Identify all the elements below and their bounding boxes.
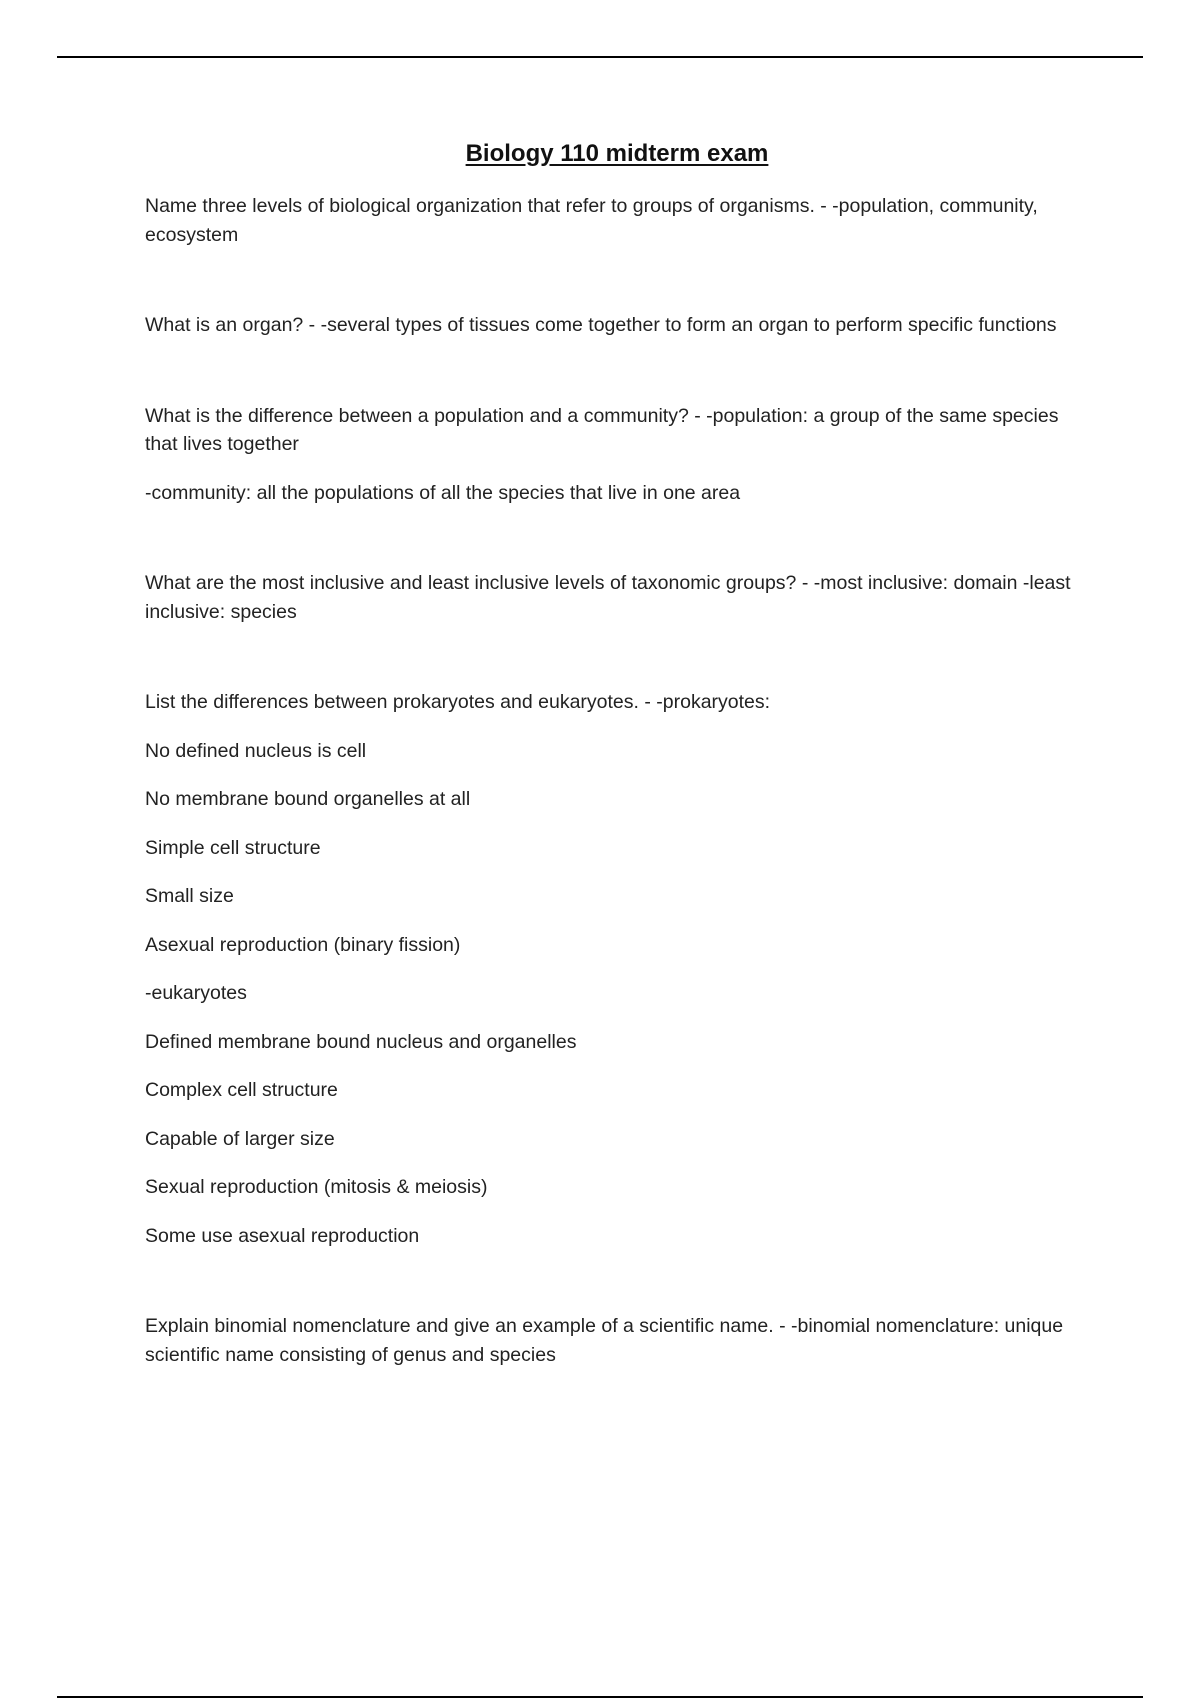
qa-item: [145, 1312, 1085, 1369]
qa-item: [145, 311, 1085, 340]
qa-item: [145, 569, 1085, 626]
document-body: [145, 192, 1085, 1369]
qa-item: [145, 688, 1085, 1250]
paragraph: No membrane bound organelles at all: [145, 788, 471, 810]
bottom-rule: [57, 1696, 1143, 1698]
page-title: Biology 110 midterm exam: [465, 140, 769, 167]
paragraph: Sexual reproduction (mitosis & meiosis): [145, 1176, 488, 1198]
paragraph: What is an organ? - -several types of tissues come together to form an organ to perform specific functions: [145, 314, 1057, 336]
paragraph: Some use asexual reproduction: [145, 1224, 420, 1247]
paragraph: Name three levels of biological organization that refer to groups of organisms. - -population, community, ecosystem: [145, 195, 1038, 246]
qa-item: [145, 402, 1085, 508]
top-rule: [57, 56, 1143, 58]
paragraph: Defined membrane bound nucleus and organelles: [145, 1030, 577, 1053]
paragraph: Explain binomial nomenclature and give an example of a scientific name. - -binomial nomenclature: unique scientific name consisting of genus and species: [145, 1315, 1064, 1366]
paragraph: Capable of larger size: [145, 1127, 335, 1150]
paragraph: List the differences between prokaryotes and eukaryotes. - -prokaryotes:: [145, 691, 771, 713]
paragraph: Asexual reproduction (binary fission): [145, 933, 461, 956]
paragraph: What are the most inclusive and least inclusive levels of taxonomic groups? - -most inclusive: domain -least inclusive: species: [145, 572, 1071, 623]
paragraph: No defined nucleus is cell: [145, 739, 367, 762]
paragraph: What is the difference between a population and a community? - -population: a group of the same species that lives together: [145, 404, 1059, 455]
qa-item: [145, 192, 1085, 249]
paragraph: Simple cell structure: [145, 836, 321, 859]
paragraph: Small size: [145, 885, 234, 907]
paragraph: -eukaryotes: [145, 982, 247, 1004]
paragraph: Complex cell structure: [145, 1079, 338, 1101]
paragraph: -community: all the populations of all the species that live in one area: [145, 481, 741, 504]
